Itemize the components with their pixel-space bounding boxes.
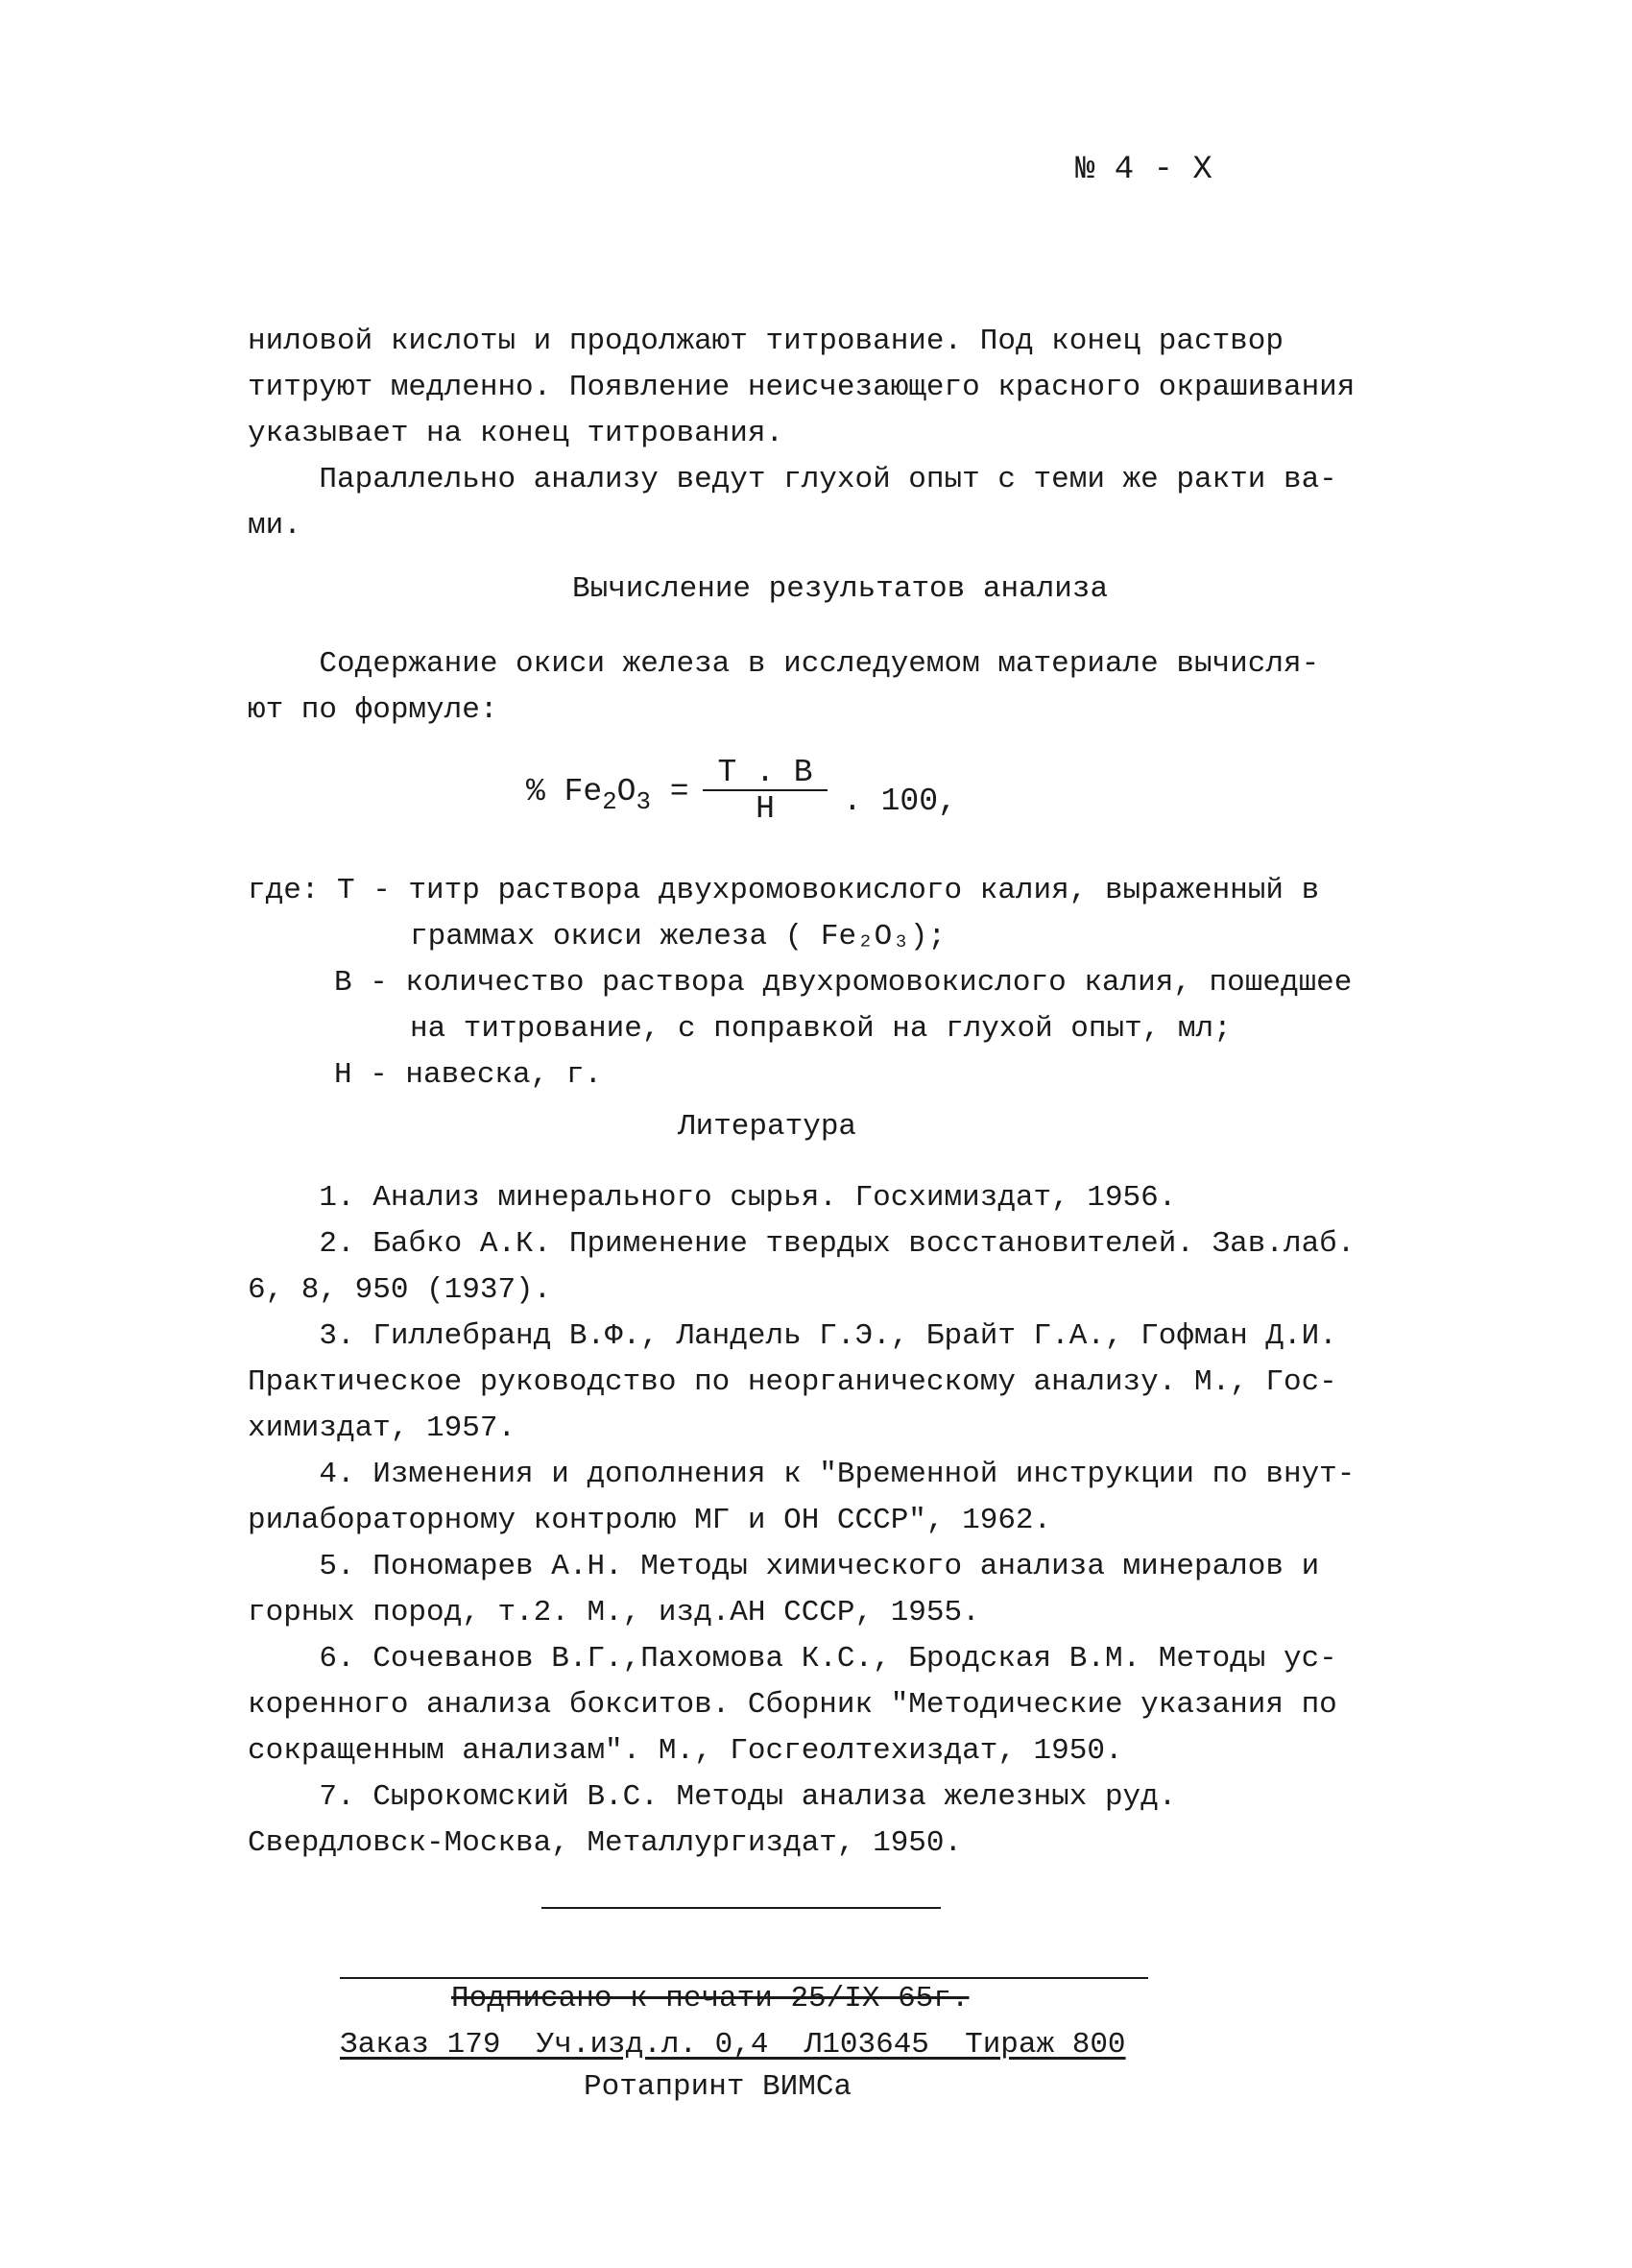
formula-left: % $Fe_2O_3$ = [526,774,689,816]
list-item: 2. Бабко А.К. Применение твердых восстановителей. Зав.лаб. [248,1227,1356,1261]
list-item: 3. Гиллебранд В.Ф., Ландель Г.Э., Брайт Г.А., Гофман Д.И. [248,1319,1337,1353]
list-item: 7. Сырокомский В.С. Методы анализа железных руд. [248,1780,1177,1814]
list-item: горных пород, т.2. М., изд.АН СССР, 1955. [248,1596,980,1629]
text-line: указывает на конец титрования. [248,417,784,450]
formula-tail: . 100, [843,784,957,819]
page-number: № 4 - Х [1075,152,1212,188]
section-heading: Вычисление результатов анализа [572,572,1109,606]
imprint-signed: Подписано к печати 25/IX-65г. [451,1982,970,2015]
list-item: химиздат, 1957. [248,1411,516,1445]
list-item: 6. Сочеванов В.Г.,Пахомова К.С., Бродская В.М. Методы ус- [248,1642,1337,1676]
formula-denominator: Н [756,791,775,827]
formula-numerator: Т . В [703,757,828,791]
list-item: коренного анализа бокситов. Сборник "Методические указания по [248,1688,1337,1722]
formula-fraction [703,757,828,828]
list-item: 5. Пономарев А.Н. Методы химического анализа минералов и [248,1550,1320,1583]
legend-line: на титрование, с поправкой на глухой опыт, мл; [410,1012,1232,1046]
list-item: рилабораторному контролю МГ и ОН СССР", 1962. [248,1504,1052,1537]
text-line: титруют медленно. Появление неисчезающего красного окрашивания [248,371,1356,404]
section-divider [541,1907,941,1909]
legend-line: где: Т - титр раствора двухромовокислого калия, выраженный в [248,874,1320,907]
imprint-press: Ротапринт ВИМСа [584,2070,852,2104]
list-item: 4. Изменения и дополнения к "Временной инструкции по внут- [248,1458,1356,1491]
text-line: ниловой кислоты и продолжают титрование. Под конец раствор [248,325,1284,358]
text-line: Содержание окиси железа в исследуемом материале вычисля- [248,647,1320,681]
imprint-order: Заказ 179 Уч.изд.л. 0,4 Л103645 Тираж 800 [340,2028,1126,2062]
list-item: 1. Анализ минерального сырья. Госхимиздат, 1956. [248,1181,1177,1215]
list-item: Практическое руководство по неорганическому анализу. М., Гос- [248,1365,1337,1399]
text-line: Параллельно анализу ведут глухой опыт с теми же ракти ва- [248,463,1337,496]
list-item: 6, 8, 950 (1937). [248,1273,552,1307]
legend-line: Н - навеска, г. [334,1058,603,1092]
list-item: Свердловск-Москва, Металлургиздат, 1950. [248,1826,963,1860]
list-item: сокращенным анализам". М., Госгеолтехиздат, 1950. [248,1734,1123,1768]
legend-line: В - количество раствора двухромовокислого калия, пошедшее [334,966,1353,1000]
text-line: ют по формуле: [248,693,498,727]
legend-line: граммах окиси железа ( Fe₂O₃); [410,920,947,953]
imprint-divider [340,1977,1148,1979]
literature-heading: Литература [678,1110,857,1144]
text-line: ми. [248,509,301,543]
